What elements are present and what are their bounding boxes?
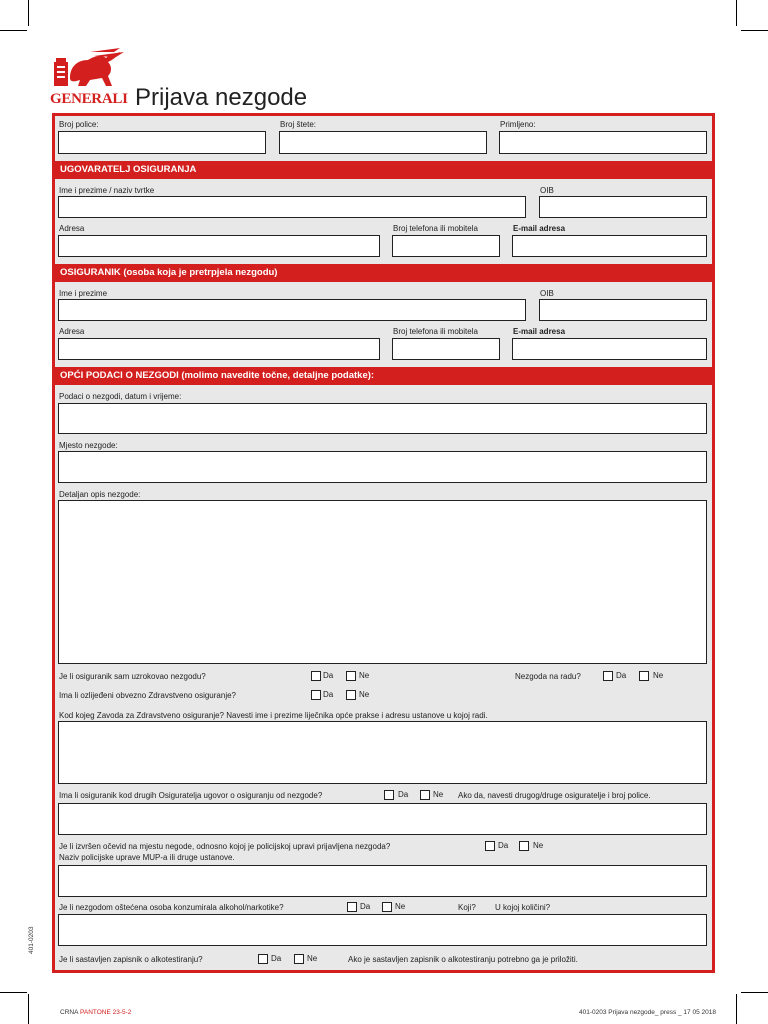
inspection-question: Je li izvršen očevid na mjestu negode, odnosno kojoj je policijskoj upravi prijavljena nezgoda? (59, 842, 391, 851)
self-caused-yes-checkbox[interactable] (311, 671, 321, 681)
record-question: Je li sastavljen zapisnik o alkotestiranju? (59, 955, 203, 964)
health-insurance-yes-checkbox[interactable] (311, 690, 321, 700)
insured-phone-label: Broj telefona ili mobitela (393, 327, 478, 336)
insured-name-label: Ime i prezime (59, 289, 108, 298)
other-insurers-question: Ima li osiguranik kod drugih Osiguratelja ugovor o osiguranju od nezgode? (59, 791, 323, 800)
insured-address-label: Adresa (59, 327, 85, 336)
policy-number-input[interactable] (58, 131, 266, 154)
claim-label: Broj štete: (280, 120, 317, 129)
contractor-address-input[interactable] (58, 235, 380, 257)
alcohol-question: Je li nezgodom oštećena osoba konzumirala alkohol/narkotike? (59, 903, 284, 912)
substance-amount-label: U kojoj količini? (495, 903, 551, 912)
brand-name: GENERALI (50, 91, 128, 107)
received-label: Primljeno: (500, 120, 536, 129)
contractor-email-label: E-mail adresa (513, 224, 566, 233)
self-caused-question: Je li osiguranik sam uzrokovao nezgodu? (59, 672, 206, 681)
other-insurers-note: Ako da, navesti drugog/druge osiguratelje i broj police. (458, 791, 651, 800)
trim-mark (736, 994, 737, 1024)
record-yes-checkbox[interactable] (258, 954, 268, 964)
other-insurers-yes-label: Da (398, 790, 409, 799)
work-accident-question: Nezgoda na radu? (515, 672, 581, 681)
trim-mark (741, 30, 768, 31)
self-caused-no-label: Ne (359, 671, 370, 680)
contractor-phone-label: Broj telefona ili mobitela (393, 224, 478, 233)
place-label: Mjesto nezgode: (59, 441, 118, 450)
insured-address-input[interactable] (58, 338, 380, 360)
contractor-oib-label: OIB (540, 186, 554, 195)
other-insurers-no-label: Ne (433, 790, 444, 799)
insured-section-header: OSIGURANIK (osoba koja je pretrpjela nezgodu) (55, 264, 712, 282)
health-insurance-no-label: Ne (359, 690, 370, 699)
inspection-yes-label: Da (498, 841, 509, 850)
institute-textarea[interactable] (58, 721, 707, 784)
lion-icon (50, 48, 126, 92)
datetime-label: Podaci o nezgodi, datum i vrijeme: (59, 392, 182, 401)
page-title: Prijava nezgode (135, 84, 308, 111)
self-caused-no-checkbox[interactable] (346, 671, 356, 681)
other-insurers-yes-checkbox[interactable] (384, 790, 394, 800)
substance-which-label: Koji? (458, 903, 476, 912)
claim-number-input[interactable] (279, 131, 487, 154)
datetime-input[interactable] (58, 403, 707, 434)
contractor-address-label: Adresa (59, 224, 85, 233)
alcohol-no-label: Ne (395, 902, 406, 911)
general-section-header: OPĆI PODACI O NEZGODI (molimo navedite točne, detaljne podatke): (55, 367, 712, 385)
work-accident-no-label: Ne (653, 671, 664, 680)
other-insurers-input[interactable] (58, 803, 707, 835)
record-note: Ako je sastavljen zapisnik o alkotestiranju potrebno ga je priložiti. (348, 955, 578, 964)
footer-file-info: 401-0203 Prijava nezgode_ press _ 17 05 2018 (579, 1009, 716, 1016)
contractor-email-input[interactable] (512, 235, 707, 257)
self-caused-yes-label: Da (323, 671, 334, 680)
footer-color-black: CRNA (60, 1009, 79, 1016)
work-accident-yes-label: Da (616, 671, 627, 680)
health-insurance-no-checkbox[interactable] (346, 690, 356, 700)
alcohol-details-input[interactable] (58, 914, 707, 946)
trim-mark (0, 992, 27, 993)
work-accident-no-checkbox[interactable] (639, 671, 649, 681)
insured-oib-input[interactable] (539, 299, 707, 321)
trim-mark (741, 992, 768, 993)
work-accident-yes-checkbox[interactable] (603, 671, 613, 681)
record-no-checkbox[interactable] (294, 954, 304, 964)
insured-phone-input[interactable] (392, 338, 500, 360)
record-yes-label: Da (271, 954, 282, 963)
footer-color-pantone: PANTONE 23-5-2 (80, 1009, 132, 1016)
trim-mark (736, 0, 737, 26)
health-insurance-yes-label: Da (323, 690, 334, 699)
insured-oib-label: OIB (540, 289, 554, 298)
police-station-label: Naziv policijske uprave MUP-a ili druge ustanove. (59, 853, 235, 862)
trim-mark (28, 0, 29, 26)
side-form-code: 401-0203 (28, 926, 35, 954)
record-no-label: Ne (307, 954, 318, 963)
contractor-section-header: UGOVARATELJ OSIGURANJA (55, 161, 712, 179)
insured-email-label: E-mail adresa (513, 327, 566, 336)
other-insurers-no-checkbox[interactable] (420, 790, 430, 800)
alcohol-no-checkbox[interactable] (382, 902, 392, 912)
trim-mark (0, 30, 27, 31)
police-station-input[interactable] (58, 865, 707, 897)
description-label: Detaljan opis nezgode: (59, 490, 141, 499)
alcohol-yes-checkbox[interactable] (347, 902, 357, 912)
policy-label: Broj police: (59, 120, 99, 129)
generali-logo (50, 48, 126, 110)
trim-mark (28, 994, 29, 1024)
institute-question: Kod kojeg Zavoda za Zdravstveno osiguranje? Navesti ime i prezime liječnika opće prakse i adresu ustanove u kojoj radi. (59, 711, 488, 720)
insured-name-input[interactable] (58, 299, 526, 321)
contractor-name-label: Ime i prezime / naziv tvrtke (59, 186, 155, 195)
contractor-phone-input[interactable] (392, 235, 500, 257)
place-input[interactable] (58, 451, 707, 483)
received-input[interactable] (499, 131, 707, 154)
inspection-no-label: Ne (533, 841, 544, 850)
contractor-oib-input[interactable] (539, 196, 707, 218)
contractor-name-input[interactable] (58, 196, 526, 218)
description-textarea[interactable] (58, 500, 707, 664)
inspection-no-checkbox[interactable] (519, 841, 529, 851)
inspection-yes-checkbox[interactable] (485, 841, 495, 851)
health-insurance-question: Ima li ozlijeđeni obvezno Zdravstveno osiguranje? (59, 691, 236, 700)
alcohol-yes-label: Da (360, 902, 371, 911)
insured-email-input[interactable] (512, 338, 707, 360)
